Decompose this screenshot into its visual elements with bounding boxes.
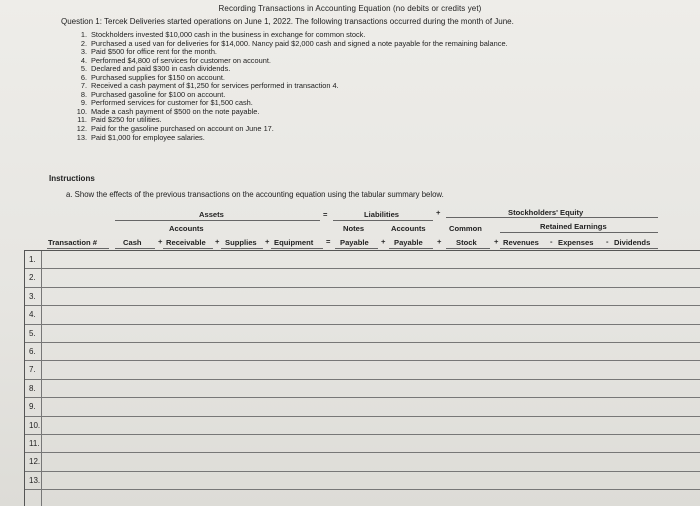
accounts-payable-column-header: Payable <box>394 238 423 247</box>
assets-header: Assets <box>199 210 224 219</box>
cash-column-header: Cash <box>123 238 142 247</box>
page-title: Recording Transactions in Accounting Equation (no debits or credits yet) <box>218 4 482 13</box>
list-item: 5. Declared and paid $300 in cash dividends. <box>80 64 231 74</box>
plus-sign: + <box>265 237 270 246</box>
minus-sign: - <box>550 237 553 246</box>
list-item: 4. Performed $4,800 of services for customer on account. <box>80 55 271 65</box>
plus-sign: + <box>215 237 220 246</box>
row-number-divider <box>41 251 42 506</box>
plus-sign: + <box>158 237 163 246</box>
column-underline <box>221 248 263 249</box>
column-underline <box>271 248 323 249</box>
expenses-column-header: Expenses <box>558 238 594 247</box>
liabilities-header: Liabilities <box>364 210 400 219</box>
tabular-summary-grid <box>24 250 700 506</box>
column-underline <box>115 248 155 249</box>
liabilities-underline <box>333 220 433 221</box>
retained-earnings-header: Retained Earnings <box>540 222 607 231</box>
list-item: 6. Purchased supplies for $150 on account. <box>80 72 225 82</box>
equals-sign: = <box>323 210 328 219</box>
plus-sign: + <box>437 237 442 246</box>
table-row[interactable]: 12. <box>25 453 700 471</box>
table-row[interactable]: 8. <box>25 380 700 398</box>
plus-sign: + <box>436 208 441 217</box>
notes-top: Notes <box>343 224 365 233</box>
list-item: 7. Received a cash payment of $1,250 for services performed in transaction 4. <box>80 81 339 91</box>
transaction-column-header: Transaction # <box>48 238 97 247</box>
table-row[interactable]: 11. <box>25 435 700 453</box>
revenues-column-header: Revenues <box>503 238 539 247</box>
accounts-receivable-top: Accounts <box>169 224 204 233</box>
plus-sign: + <box>381 237 386 246</box>
list-item: 1. Stockholders invested $10,000 cash in the business in exchange for common stock. <box>80 30 366 39</box>
question-text: Question 1: Tercek Deliveries started operations on June 1, 2022. The following transactions occurred during the month of June. <box>61 17 514 26</box>
table-row[interactable]: 10. <box>25 417 700 435</box>
stock-column-header: Stock <box>456 238 477 247</box>
receivable-column-header: Receivable <box>166 238 206 247</box>
assets-underline <box>115 220 320 221</box>
table-row[interactable]: 9. <box>25 398 700 416</box>
table-row[interactable]: 3. <box>25 288 700 306</box>
equals-sign: = <box>326 237 331 246</box>
table-row[interactable]: 5. <box>25 325 700 343</box>
list-item: 8. Purchased gasoline for $100 on account. <box>80 89 226 99</box>
equity-underline <box>446 217 658 218</box>
supplies-column-header: Supplies <box>225 238 257 247</box>
list-item: 3. Paid $500 for office rent for the month. <box>80 47 217 57</box>
column-underline <box>446 248 490 249</box>
table-row[interactable]: 6. <box>25 343 700 361</box>
retained-underline <box>500 232 658 233</box>
column-underline <box>500 248 658 249</box>
table-row[interactable]: 2. <box>25 269 700 287</box>
list-item: 10. Made a cash payment of $500 on the note payable. <box>76 106 260 116</box>
table-row[interactable]: 7. <box>25 361 700 379</box>
minus-sign: - <box>606 237 609 246</box>
transaction-list <box>73 31 508 142</box>
common-top: Common <box>449 224 482 233</box>
column-underline <box>47 248 109 249</box>
dividends-column-header: Dividends <box>614 238 651 247</box>
table-row[interactable]: 4. <box>25 306 700 324</box>
column-underline <box>163 248 213 249</box>
column-underline <box>389 248 433 249</box>
list-item: 13. Paid $1,000 for employee salaries. <box>76 132 205 142</box>
table-row[interactable]: 13. <box>25 472 700 490</box>
equity-header: Stockholders' Equity <box>508 208 584 217</box>
list-item: 2. Purchased a used van for deliveries for $14,000. Nancy paid $2,000 cash and signed a note payable for the remaining balance. <box>80 38 508 48</box>
column-underline <box>335 248 378 249</box>
accounts-payable-top: Accounts <box>391 224 426 233</box>
notes-payable-column-header: Payable <box>340 238 369 247</box>
list-item: 11. Paid $250 for utilities. <box>77 115 162 125</box>
table-row[interactable]: 1. <box>25 251 700 269</box>
plus-sign: + <box>494 237 499 246</box>
list-item: 9. Performed services for customer for $1,500 cash. <box>80 98 253 108</box>
list-item: 12. Paid for the gasoline purchased on account on June 17. <box>76 124 274 134</box>
equipment-column-header: Equipment <box>274 238 314 247</box>
instructions-heading: Instructions <box>49 174 95 183</box>
instruction-a: a. Show the effects of the previous transactions on the accounting equation using the tabular summary below. <box>66 190 444 199</box>
